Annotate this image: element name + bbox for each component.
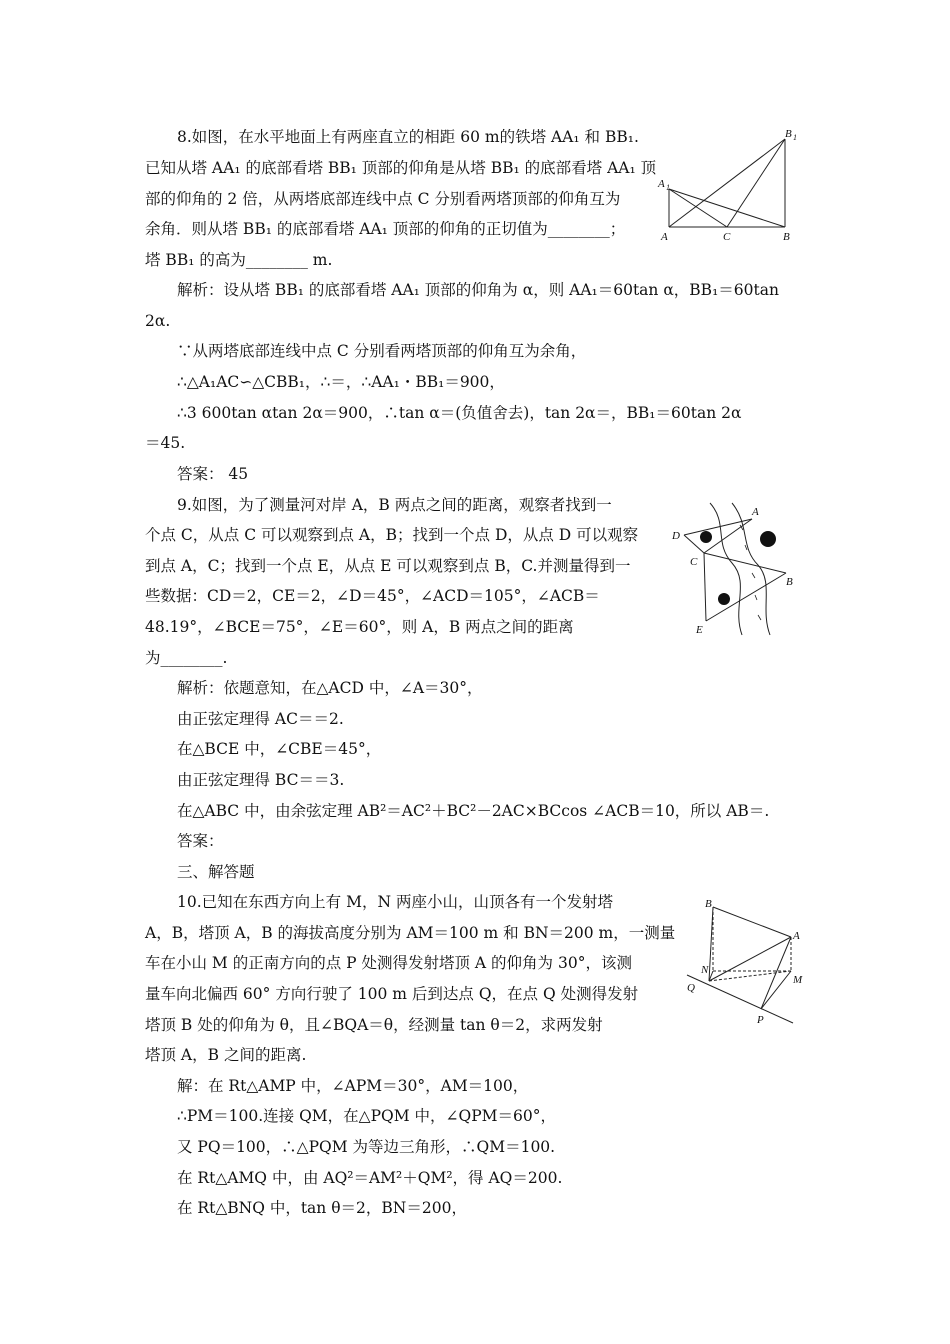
q9-line-6: 为________. — [145, 649, 228, 667]
q10-solution-3: 又 PQ＝100，∴△PQM 为等边三角形，∴QM＝100. — [177, 1138, 556, 1156]
label-d: D — [672, 530, 680, 542]
line-c-b1 — [727, 139, 785, 227]
q8-solution-3: ∵从两塔底部连线中点 C 分别看两塔顶部的仰角互为余角， — [177, 342, 587, 360]
label-a: A — [661, 231, 668, 243]
q10-line-4: 量车向北偏西 60° 方向行驶了 100 m 后到达点 Q，在点 Q 处测得发射 — [145, 985, 639, 1003]
section-heading: 三、解答题 — [177, 863, 255, 881]
tree-3 — [718, 593, 730, 605]
q8-solution-2: 2α. — [145, 312, 171, 330]
q9-solution-3: 在△BCE 中，∠CBE＝45°， — [177, 740, 382, 758]
line-q-a — [709, 937, 791, 981]
q9-line-4: 些数据：CD＝2，CE＝2，∠D＝45°，∠ACD＝105°，∠ACB＝ — [145, 587, 600, 605]
label-n: N — [701, 964, 709, 976]
q9-line-1: 9.如图，为了测量河对岸 A，B 两点之间的距离，观察者找到一 — [177, 496, 612, 514]
label-a: A — [752, 506, 759, 518]
label-c: C — [723, 231, 731, 243]
label-a1-sub: 1 — [666, 183, 670, 192]
line-q-m — [709, 971, 791, 981]
q10-line-6: 塔顶 A，B 之间的距离. — [145, 1046, 307, 1064]
tree-2 — [760, 531, 776, 547]
label-e: E — [696, 624, 703, 636]
line-d-a — [684, 519, 752, 535]
line-e-b — [706, 573, 786, 621]
q8-line-3: 部的仰角的 2 倍，从两塔底部连线中点 C 分别看两塔顶部的仰角互为 — [145, 190, 621, 208]
q9-answer: 答案： — [177, 832, 224, 850]
line-a-b1 — [669, 139, 785, 227]
q9-solution-4: 由正弦定理得 BC＝＝3. — [177, 771, 345, 789]
q9-line-5: 48.19°，∠BCE＝75°，∠E＝60°，则 A，B 两点之间的距离 — [145, 618, 574, 636]
ground-line — [687, 975, 793, 1023]
line-p-m — [761, 971, 791, 1009]
figure-q9-river — [670, 495, 800, 640]
q8-solution-4: ∴△A₁AC∽△CBB₁，∴＝，∴AA₁・BB₁＝900， — [177, 373, 505, 391]
q10-solution-4: 在 Rt△AMQ 中，由 AQ²＝AM²＋QM²，得 AQ＝200. — [177, 1169, 563, 1187]
label-c: C — [690, 556, 698, 568]
q8-line-4: 余角．则从塔 BB₁ 的底部看塔 AA₁ 顶部的仰角的正切值为________； — [145, 220, 626, 238]
q9-solution-1: 解析：依题意知，在△ACD 中，∠A＝30°， — [177, 679, 483, 697]
line-q-b — [709, 907, 713, 981]
line-p-a — [761, 937, 791, 1009]
figure-q10-mountains — [685, 895, 803, 1030]
river-hatch — [740, 525, 761, 620]
line-a1-b — [669, 189, 785, 227]
q8-line-5: 塔 BB₁ 的高为________ m. — [145, 251, 333, 269]
label-p: P — [757, 1014, 764, 1026]
label-a: A — [793, 930, 800, 942]
q10-line-2: A，B，塔顶 A，B 的海拔高度分别为 AM＝100 m 和 BN＝200 m，一测量 — [145, 924, 676, 942]
label-b1-sub: 1 — [793, 133, 797, 142]
q8-solution-1: 解析：设从塔 BB₁ 的底部看塔 AA₁ 顶部的仰角为 α，则 AA₁＝60tan α，BB₁＝60tan — [177, 281, 779, 299]
label-b: B — [786, 576, 793, 588]
q9-line-2: 个点 C，从点 C 可以观察到点 A，B；找到一个点 D，从点 D 可以观察 — [145, 526, 639, 544]
label-q: Q — [687, 982, 695, 994]
tree-1 — [700, 531, 712, 543]
q9-line-3: 到点 A，C；找到一个点 E，从点 E 可以观察到点 B，C.并测量得到一 — [145, 557, 631, 575]
q10-solution-1: 解：在 Rt△AMP 中，∠APM＝30°，AM＝100， — [177, 1077, 529, 1095]
q8-solution-6: ＝45. — [145, 434, 186, 452]
q8-answer: 答案： 45 — [177, 465, 249, 483]
label-m: M — [793, 974, 803, 986]
q10-line-5: 塔顶 B 处的仰角为 θ，且∠BQA＝θ，经测量 tan θ＝2，求两发射 — [145, 1016, 603, 1034]
q8-line-2: 已知从塔 AA₁ 的底部看塔 BB₁ 顶部的仰角是从塔 BB₁ 的底部看塔 AA₁ 顶 — [145, 159, 657, 177]
line-c-b — [704, 553, 786, 573]
line-a1-c — [669, 189, 727, 227]
q10-line-3: 车在小山 M 的正南方向的点 P 处测得发射塔顶 A 的仰角为 30°，该测 — [145, 954, 632, 972]
q8-line-1: 8.如图，在水平地面上有两座直立的相距 60 m的铁塔 AA₁ 和 BB₁. — [177, 128, 639, 146]
q10-line-1: 10.已知在东西方向上有 M，N 两座小山，山顶各有一个发射塔 — [177, 893, 613, 911]
label-b: B — [705, 898, 712, 910]
q9-solution-2: 由正弦定理得 AC＝＝2. — [177, 710, 344, 728]
figure-q8-towers — [655, 125, 805, 245]
label-a1: A — [658, 178, 665, 190]
q10-solution-2: ∴PM＝100.连接 QM，在△PQM 中，∠QPM＝60°， — [177, 1107, 557, 1125]
label-b1: B — [785, 128, 792, 140]
line-b-a — [713, 907, 791, 937]
q10-solution-5: 在 Rt△BNQ 中，tan θ＝2，BN＝200， — [177, 1199, 467, 1217]
q9-solution-5: 在△ABC 中，由余弦定理 AB²＝AC²＋BC²－2AC×BCcos ∠ACB＝10，所以 AB＝. — [177, 802, 770, 820]
q8-solution-5: ∴3 600tan αtan 2α＝900，∴tan α＝(负值舍去)，tan 2α＝，BB₁＝60tan 2α — [177, 404, 742, 422]
label-b: B — [783, 231, 790, 243]
line-c-e — [704, 553, 706, 621]
